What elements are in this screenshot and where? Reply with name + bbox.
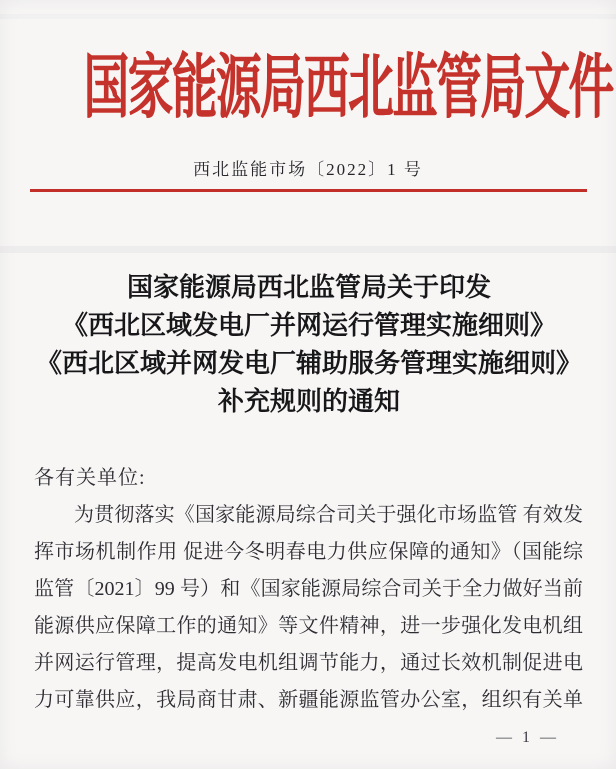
body-line: 并网运行管理，提高发电机组调节能力，通过长效机制促进电 [34,652,583,674]
body-line: 能源供应保障工作的通知》等文件精神，进一步强化发电机组 [34,615,583,637]
page-number: — 1 — [496,729,559,746]
body-content [34,460,583,719]
agency-letterhead [0,32,616,126]
scan-artifact-band [0,14,616,19]
notice-title-line: 国家能源局西北监管局关于印发 [126,273,491,302]
notice-title-line: 《西北区域并网发电厂辅助服务管理实施细则》 [35,349,582,378]
body-line: 挥市场机制作用 促进今冬明春电力供应保障的通知》（国能综 [34,541,583,563]
red-separator-rule [30,189,587,192]
notice-title [18,269,600,421]
notice-title-line: 《西北区域发电厂并网运行管理实施细则》 [61,311,556,340]
document-number: 西北监能市场〔2022〕1 号 [193,160,423,179]
notice-title-line: 补充规则的通知 [217,387,400,416]
salutation: 各有关单位: [34,467,146,489]
body-line: 为贯彻落实《国家能源局综合司关于强化市场监管 有效发 [74,504,583,526]
scan-artifact-band [0,246,616,253]
body-line: 监管〔2021〕99 号）和《国家能源局综合司关于全力做好当前 [34,578,583,600]
body-line: 力可靠供应，我局商甘肃、新疆能源监管办公室，组织有关单 [34,689,583,711]
agency-banner-text: 国家能源局西北监管局文件 [83,49,613,126]
